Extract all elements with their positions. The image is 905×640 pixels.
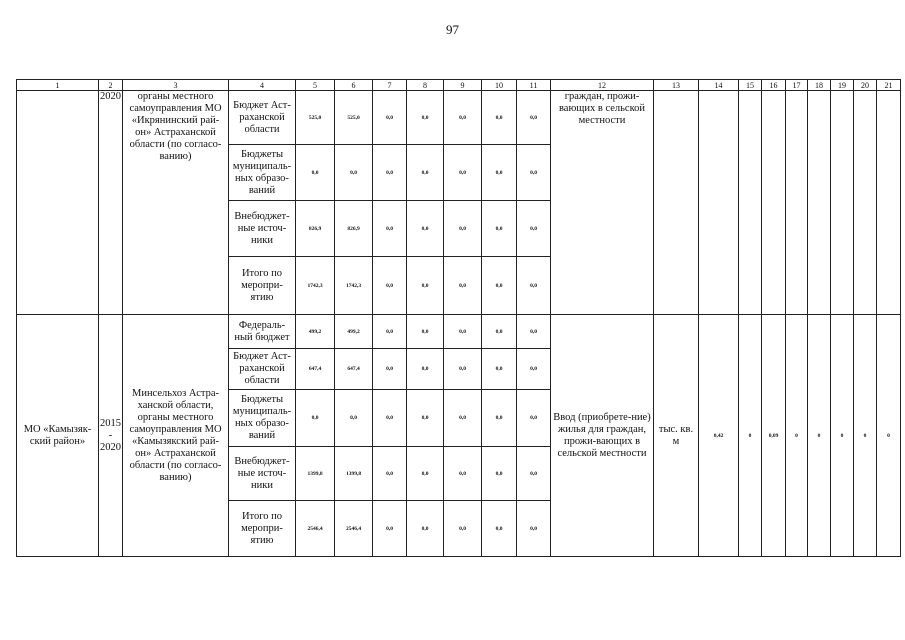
value-cell: 0,0 — [407, 501, 444, 557]
value-cell: 1399,8 — [335, 447, 373, 501]
header-cell: 13 — [654, 80, 699, 91]
header-cell: 2 — [99, 80, 123, 91]
header-cell: 19 — [831, 80, 854, 91]
source-cell: Федераль-ный бюджет — [229, 315, 296, 349]
header-cell: 7 — [373, 80, 407, 91]
value-cell: 1742,3 — [296, 257, 335, 315]
source-cell: Бюджеты муниципаль-ных образо-ваний — [229, 390, 296, 447]
municipality-cell: МО «Камызяк-ский район» — [17, 315, 99, 557]
indicator-cell — [854, 91, 877, 315]
value-cell: 826,9 — [296, 201, 335, 257]
result-cell: граждан, прожи-вающих в сельской местности — [551, 91, 654, 315]
value-cell: 0,0 — [482, 145, 517, 201]
value-cell: 0,0 — [517, 201, 551, 257]
header-cell: 12 — [551, 80, 654, 91]
value-cell: 0,0 — [517, 349, 551, 390]
indicator-cell — [762, 91, 786, 315]
indicator-cell — [699, 91, 739, 315]
value-cell: 0,0 — [517, 501, 551, 557]
indicator-cell: 0 — [877, 315, 901, 557]
value-cell: 499,2 — [296, 315, 335, 349]
program-table — [16, 79, 901, 557]
value-cell: 0,0 — [444, 390, 482, 447]
value-cell: 0,0 — [407, 201, 444, 257]
source-cell: Бюджет Аст-раханской области — [229, 349, 296, 390]
indicator-cell — [808, 91, 831, 315]
header-cell: 10 — [482, 80, 517, 91]
unit-cell: тыс. кв. м — [654, 315, 699, 557]
source-cell: Бюджет Аст-раханской области — [229, 91, 296, 145]
source-cell: Внебюджет-ные источ-ники — [229, 447, 296, 501]
header-cell: 5 — [296, 80, 335, 91]
header-cell: 18 — [808, 80, 831, 91]
year-range-cell — [99, 315, 123, 557]
value-cell: 2546,4 — [335, 501, 373, 557]
value-cell: 0,0 — [482, 201, 517, 257]
year-cell: 2020 — [99, 91, 123, 315]
source-cell: Бюджеты муниципаль-ных образо-ваний — [229, 145, 296, 201]
value-cell: 0,0 — [407, 145, 444, 201]
value-cell: 0,0 — [444, 145, 482, 201]
value-cell: 0,0 — [373, 257, 407, 315]
value-cell: 0,0 — [373, 447, 407, 501]
value-cell: 0,0 — [517, 145, 551, 201]
value-cell: 0,0 — [444, 257, 482, 315]
value-cell: 0,0 — [407, 257, 444, 315]
value-cell: 525,0 — [335, 91, 373, 145]
value-cell: 0,0 — [444, 501, 482, 557]
value-cell: 0,0 — [407, 91, 444, 145]
value-cell: 0,0 — [444, 91, 482, 145]
value-cell: 0,0 — [335, 390, 373, 447]
indicator-cell — [877, 91, 901, 315]
indicator-cell: 0,09 — [762, 315, 786, 557]
value-cell: 0,0 — [444, 447, 482, 501]
value-cell: 0,0 — [482, 91, 517, 145]
value-cell: 1399,8 — [296, 447, 335, 501]
value-cell: 0,0 — [373, 501, 407, 557]
indicator-cell — [831, 91, 854, 315]
indicator-cell: 0 — [854, 315, 877, 557]
header-cell: 8 — [407, 80, 444, 91]
value-cell: 0,0 — [407, 390, 444, 447]
value-cell: 0,0 — [444, 201, 482, 257]
header-cell: 3 — [123, 80, 229, 91]
header-cell: 21 — [877, 80, 901, 91]
header-cell: 17 — [786, 80, 808, 91]
unit-cell — [654, 91, 699, 315]
value-cell: 0,0 — [444, 349, 482, 390]
value-cell: 0,0 — [335, 145, 373, 201]
header-cell: 1 — [17, 80, 99, 91]
value-cell: 1742,3 — [335, 257, 373, 315]
year-dash: - — [108, 429, 113, 441]
value-cell: 0,0 — [373, 201, 407, 257]
indicator-cell: 0,42 — [699, 315, 739, 557]
header-cell: 14 — [699, 80, 739, 91]
source-cell: Итого по меропри-ятию — [229, 501, 296, 557]
value-cell: 0,0 — [373, 315, 407, 349]
value-cell: 0,0 — [517, 91, 551, 145]
value-cell: 0,0 — [482, 447, 517, 501]
value-cell: 647,4 — [296, 349, 335, 390]
value-cell: 0,0 — [373, 91, 407, 145]
value-cell: 0,0 — [444, 315, 482, 349]
value-cell: 826,9 — [335, 201, 373, 257]
indicator-cell: 0 — [808, 315, 831, 557]
year-to: 2020 — [100, 441, 121, 453]
header-cell: 16 — [762, 80, 786, 91]
value-cell: 0,0 — [407, 447, 444, 501]
header-cell: 11 — [517, 80, 551, 91]
source-cell: Итого по меропри-ятию — [229, 257, 296, 315]
indicator-cell: 0 — [739, 315, 762, 557]
indicator-cell — [786, 91, 808, 315]
value-cell: 0,0 — [373, 145, 407, 201]
table-row — [17, 91, 901, 145]
value-cell: 0,0 — [517, 257, 551, 315]
header-cell: 20 — [854, 80, 877, 91]
header-cell: 9 — [444, 80, 482, 91]
executor-cell: органы местного самоуправления МО «Икрянинский рай-он» Астраханской области (по согласо-ванию) — [123, 91, 229, 315]
value-cell: 0,0 — [296, 145, 335, 201]
municipality-cell — [17, 91, 99, 315]
indicator-cell — [739, 91, 762, 315]
value-cell: 0,0 — [373, 390, 407, 447]
header-cell: 6 — [335, 80, 373, 91]
value-cell: 0,0 — [482, 501, 517, 557]
value-cell: 0,0 — [373, 349, 407, 390]
value-cell: 2546,4 — [296, 501, 335, 557]
value-cell: 647,4 — [335, 349, 373, 390]
value-cell: 0,0 — [407, 349, 444, 390]
value-cell: 0,0 — [482, 257, 517, 315]
value-cell: 0,0 — [482, 390, 517, 447]
value-cell: 0,0 — [517, 315, 551, 349]
header-row — [17, 80, 901, 91]
value-cell: 0,0 — [482, 349, 517, 390]
value-cell: 0,0 — [296, 390, 335, 447]
source-cell: Внебюджет-ные источ-ники — [229, 201, 296, 257]
page-number: 97 — [446, 22, 459, 37]
result-cell: Ввод (приобрете-ние) жилья для граждан, прожи-вающих в сельской местности — [551, 315, 654, 557]
value-cell: 499,2 — [335, 315, 373, 349]
value-cell: 0,0 — [517, 447, 551, 501]
indicator-cell: 0 — [786, 315, 808, 557]
value-cell: 0,0 — [482, 315, 517, 349]
value-cell: 0,0 — [517, 390, 551, 447]
header-cell: 15 — [739, 80, 762, 91]
year-from: 2015 — [100, 417, 121, 429]
value-cell: 525,0 — [296, 91, 335, 145]
header-cell: 4 — [229, 80, 296, 91]
table-row — [17, 315, 901, 349]
indicator-cell: 0 — [831, 315, 854, 557]
executor-cell: Минсельхоз Астра-ханской области, органы местного самоуправления МО «Камызякский рай-он» Астраханской области (по согласо-ванию) — [123, 315, 229, 557]
value-cell: 0,0 — [407, 315, 444, 349]
